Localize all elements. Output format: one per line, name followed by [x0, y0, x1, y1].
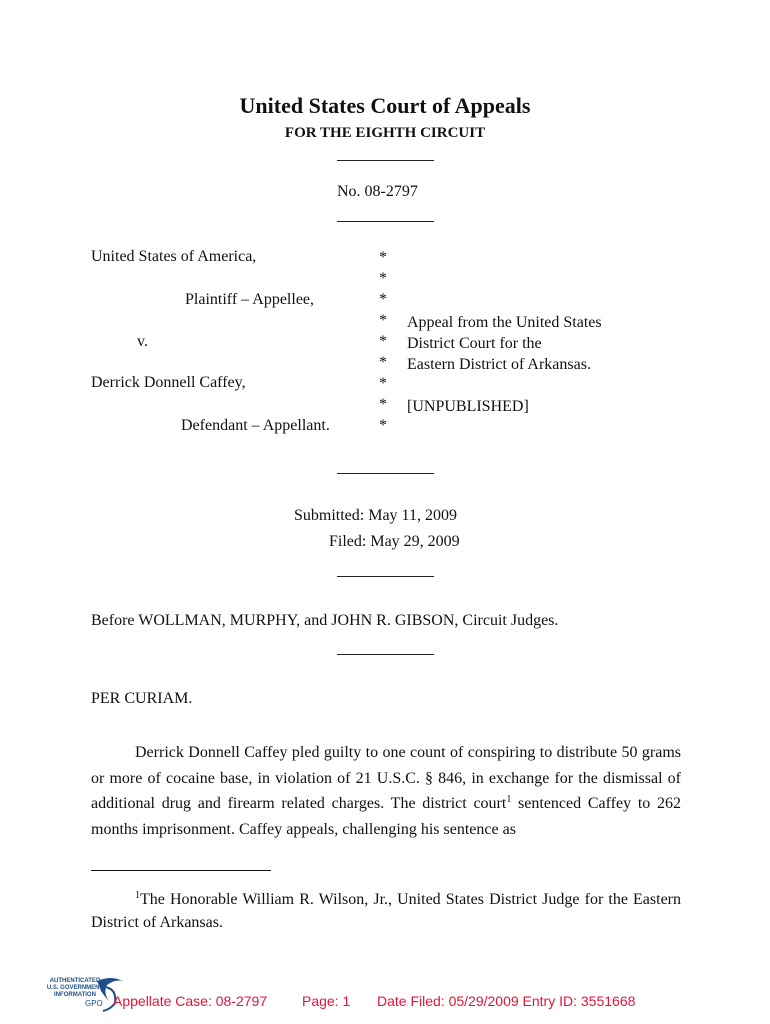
caption-star: *: [379, 249, 387, 266]
appeal-line: Appeal from the United States: [407, 314, 602, 331]
defendant-name: Derrick Donnell Caffey,: [91, 374, 246, 391]
opinion-text: Derrick Donnell Caffey pled guilty to one count of conspiring to distribute 50 grams or more of cocaine base, in violation of 21 U.S.C. § 846, in exchange for the dismissal of additional drug and firearm related charges. The district court: [91, 744, 681, 812]
caption-star: *: [379, 270, 387, 287]
defendant-role: Defendant – Appellant.: [181, 417, 330, 434]
footnote-number: 1: [135, 890, 140, 901]
appeal-line: Eastern District of Arkansas.: [407, 356, 591, 373]
divider-dates: [337, 576, 434, 577]
submitted-date: Submitted: May 11, 2009: [294, 507, 457, 524]
court-title: United States Court of Appeals: [239, 93, 531, 118]
opinion-paragraph: [91, 740, 681, 842]
opinion-text: sentenced Caffey to 262 months imprisonment. Caffey appeals, challenging his sentence as: [91, 795, 682, 838]
gpo-logo-line: U.S. GOVERNMENT: [46, 985, 104, 991]
footer-page: Page: 1: [302, 993, 351, 1009]
divider-caption: [337, 473, 434, 474]
appeal-line: District Court for the: [407, 335, 542, 352]
footnote: [91, 888, 681, 934]
caption-star: *: [379, 291, 387, 308]
gpo-logo-label: GPO: [85, 999, 103, 1008]
case-number: No. 08-2797: [337, 183, 418, 200]
caption-star: *: [379, 396, 387, 413]
footnote-text: The Honorable William R. Wilson, Jr., United States District Judge for the Eastern District of Arkansas.: [91, 891, 681, 931]
footnote-reference: 1: [506, 794, 512, 805]
caption-star: *: [379, 312, 387, 329]
footnote-divider: [91, 870, 271, 871]
gpo-logo-line: INFORMATION: [54, 992, 96, 998]
divider-panel: [337, 654, 434, 655]
circuit-name: FOR THE EIGHTH CIRCUIT: [284, 125, 486, 141]
caption-star: *: [379, 354, 387, 371]
divider-top: [337, 160, 434, 161]
footer-case: Appellate Case: 08-2797: [113, 993, 268, 1009]
publication-status: [UNPUBLISHED]: [407, 398, 529, 415]
divider-case: [337, 221, 434, 222]
filed-date: Filed: May 29, 2009: [329, 533, 460, 550]
footer-filed: Date Filed: 05/29/2009 Entry ID: 3551668: [377, 993, 636, 1009]
versus: v.: [137, 333, 148, 350]
caption-star: *: [379, 333, 387, 350]
plaintiff-name: United States of America,: [91, 248, 257, 265]
caption-star: *: [379, 375, 387, 392]
gpo-logo-line: AUTHENTICATED: [49, 978, 101, 984]
per-curiam: PER CURIAM.: [91, 690, 193, 707]
panel-judges: Before WOLLMAN, MURPHY, and JOHN R. GIBSON, Circuit Judges.: [91, 612, 559, 629]
plaintiff-role: Plaintiff – Appellee,: [185, 291, 315, 308]
caption-star: *: [379, 417, 387, 434]
